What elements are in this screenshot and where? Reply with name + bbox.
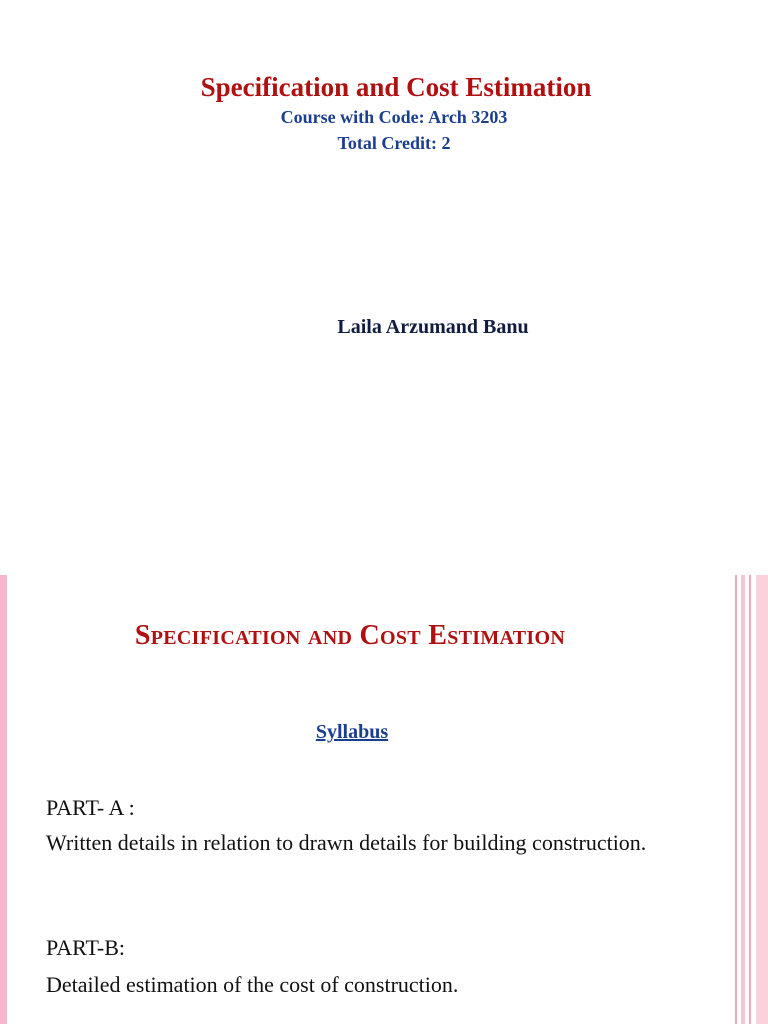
- author-name: Laila Arzumand Banu: [337, 316, 529, 338]
- right-accent-stripe: [735, 575, 737, 1024]
- total-credit: Total Credit: 2: [337, 133, 451, 153]
- slide-title: Specification and Cost Estimation: [134, 620, 566, 651]
- syllabus-link[interactable]: Syllabus: [315, 721, 389, 743]
- part-b-description: Detailed estimation of the cost of construction.: [46, 972, 459, 997]
- right-accent-stripe: [741, 575, 745, 1024]
- syllabus-slide: [0, 575, 768, 1024]
- slide-title: Specification and Cost Estimation: [200, 72, 592, 102]
- part-a-description: Written details in relation to drawn details for building construction.: [46, 830, 647, 855]
- part-a-label: PART- A :: [46, 795, 135, 820]
- part-b-label: PART-B:: [46, 935, 125, 960]
- right-accent-stripe: [756, 575, 768, 1024]
- right-accent-stripe: [749, 575, 751, 1024]
- course-code: Course with Code: Arch 3203: [280, 107, 508, 127]
